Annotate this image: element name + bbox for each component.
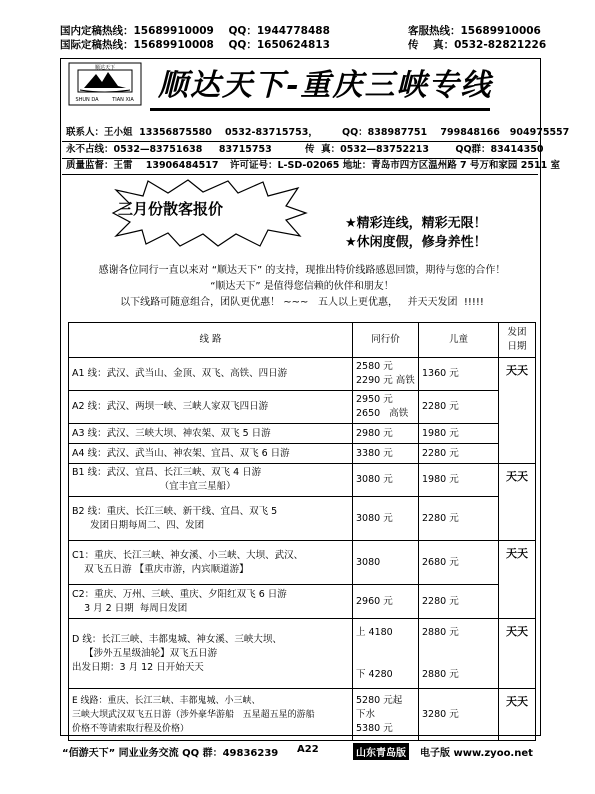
table-row xyxy=(69,444,536,464)
table-header-row xyxy=(69,323,536,358)
price-table xyxy=(68,322,536,741)
route-cell: B2 线：重庆、长江三峡、新干线、宜昌、双飞 5 发团日期每周二、四、发团 xyxy=(69,497,353,541)
price-cell: 3080 元 xyxy=(353,497,419,541)
brand-underline xyxy=(150,108,490,111)
route-cell: A2 线：武汉、两坝一峡、三峡人家双飞四日游 xyxy=(69,391,353,424)
child-price-cell: 3280 元 xyxy=(419,689,499,741)
child-price-cell: 1360 元 xyxy=(419,358,499,391)
intro-line-2: “顺达天下” 是值得您信赖的伙伴和朋友！ xyxy=(210,281,394,292)
route-cell: D 线：长江三峡、丰都鬼城、神女溪、三峡大坝、 【涉外五星级油轮】双飞五日游 出发日期：3 月 12 日开始天天 xyxy=(69,619,353,689)
logo-text-top: 顺达天下 xyxy=(94,65,116,71)
slogan-1: ★精彩连线，精彩无限！ xyxy=(345,216,487,231)
child-price-cell: 2280 元 xyxy=(419,497,499,541)
price-cell: 3080 元 xyxy=(353,464,419,497)
price-cell: 2960 元 xyxy=(353,585,419,619)
company-logo xyxy=(68,62,142,106)
price-cell: 3380 元 xyxy=(353,444,419,464)
price-cell: 3080 xyxy=(353,541,419,585)
price-cell: 上 4180 下 4280 xyxy=(353,619,419,689)
intro-line-3: 以下线路可随意组合，团队更优惠！ ~~~ 五人以上更优惠， 并天天发团 !!!!! xyxy=(120,297,484,308)
logo-text-right: TIAN XIA xyxy=(112,97,134,103)
price-cell: 2580 元 2290 元 高铁 xyxy=(353,358,419,391)
header-route: 线 路 xyxy=(69,323,353,358)
route-cell: C1：重庆、长江三峡、神女溪、小三峡、大坝、武汉、 双飞五日游 【重庆市游，内宾顺道游】 xyxy=(69,541,353,585)
table-row xyxy=(69,541,536,585)
date-cell: 天天 xyxy=(499,464,536,541)
route-cell: E 线路：重庆、长江三峡、丰都鬼城、小三峡、 三峡大坝武汉双飞五日游（涉外豪华游船 五星超五星的游船 价格不等请索取行程及价格） xyxy=(69,689,353,741)
footer-website[interactable]: 电子版 www.zyoo.net xyxy=(420,748,533,759)
route-cell: A1 线：武汉、武当山、金顶、双飞、高铁、四日游 xyxy=(69,358,353,391)
child-price-cell: 2880 元 2880 元 xyxy=(419,619,499,689)
route-cell: A4 线：武汉、武当山、神农架、宜昌、双飞 6 日游 xyxy=(69,444,353,464)
table-row xyxy=(69,358,536,391)
child-price-cell: 2280 元 xyxy=(419,585,499,619)
price-cell: 2980 元 xyxy=(353,424,419,444)
price-cell: 2950 元 2650 高铁 xyxy=(353,391,419,424)
contact-line-2-left: 永不占线：0532—83751638 83715753 xyxy=(66,144,272,155)
domestic-hotline: 国内定稿热线：15689910009 QQ：1944778488 xyxy=(60,25,330,37)
date-cell: 天天 xyxy=(499,541,536,619)
table-row xyxy=(69,689,536,741)
table-row xyxy=(69,497,536,541)
logo-text-left: SHUN DA xyxy=(75,97,99,103)
price-cell: 5280 元起 下水 5380 元 xyxy=(353,689,419,741)
date-cell: 天天 xyxy=(499,358,536,464)
header-price: 同行价 xyxy=(353,323,419,358)
promo-title: 三月份散客报价 xyxy=(118,200,224,218)
header-date: 发团 日期 xyxy=(499,323,536,358)
edition-stamp: 山东青岛版 xyxy=(353,743,409,760)
child-price-cell: 1980 元 xyxy=(419,464,499,497)
route-cell: B1 线：武汉、宜昌、长江三峡、双飞 4 日游 （宜丰宜三星船） xyxy=(69,464,353,497)
contact-line-3-left: 质量监督：王雷 13906484517 xyxy=(66,160,219,171)
header-child: 儿童 xyxy=(419,323,499,358)
contact-line-3-right: 许可证号：L-SD-02065 地址：青岛市四方区温州路 7 号万和家园 2511 室 xyxy=(230,160,560,171)
contact-line-1-left: 联系人：王小姐 13356875580 0532-83715753， xyxy=(66,127,318,138)
page-number: A22 xyxy=(297,744,319,755)
table-row xyxy=(69,391,536,424)
table-row xyxy=(69,619,536,689)
child-price-cell: 2680 元 xyxy=(419,541,499,585)
table-row xyxy=(69,464,536,497)
table-row xyxy=(69,424,536,444)
intro-line-1: 感谢各位同行一直以来对 “顺达天下” 的支持，现推出特价线路感恩回馈，期待与您的合作！ xyxy=(98,265,506,276)
date-cell: 天天 xyxy=(499,689,536,741)
divider xyxy=(62,141,538,142)
table-row xyxy=(69,585,536,619)
brand-title: 顺达天下-重庆三峡专线 xyxy=(158,68,493,103)
route-cell: A3 线：武汉、三峡大坝、神农架、双飞 5 日游 xyxy=(69,424,353,444)
child-price-cell: 2280 元 xyxy=(419,444,499,464)
service-hotline: 客服热线：15689910006 xyxy=(408,25,541,37)
child-price-cell: 1980 元 xyxy=(419,424,499,444)
contact-line-1-right: QQ：838987751 799848166 904975557 xyxy=(342,127,570,138)
divider xyxy=(62,174,538,175)
date-cell: 天天 xyxy=(499,619,536,689)
slogan-2: ★休闲度假，修身养性！ xyxy=(345,235,487,250)
fax-number: 传 真：0532-82821226 xyxy=(408,39,547,51)
child-price-cell: 2280 元 xyxy=(419,391,499,424)
route-cell: C2：重庆、万州、三峡、重庆、夕阳红双飞 6 日游 3 月 2 日期 每周日发团 xyxy=(69,585,353,619)
contact-line-2-right: 传 真：0532—83752213 QQ群：83414350 xyxy=(305,144,544,155)
footer-qq-group: “佰游天下” 同业业务交流 QQ 群：49836239 xyxy=(62,748,279,759)
international-hotline: 国际定稿热线：15689910008 QQ：1650624813 xyxy=(60,39,330,51)
